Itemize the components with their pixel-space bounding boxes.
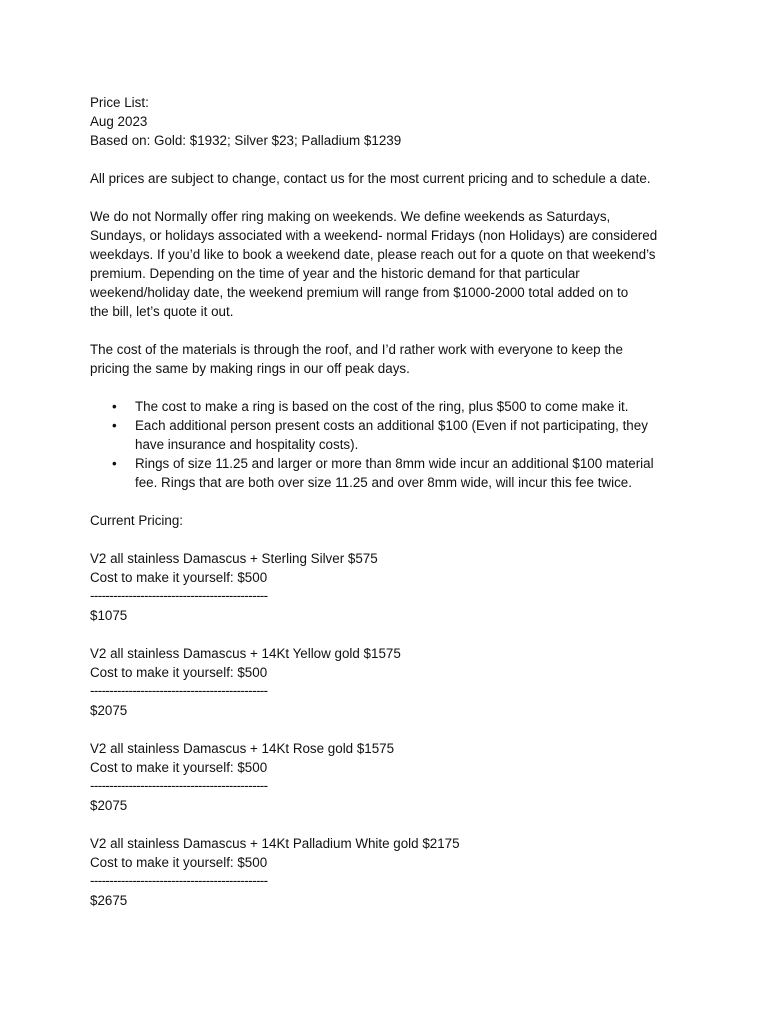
pricing-diy-cost: Cost to make it yourself: $500 xyxy=(90,855,268,870)
weekend-line: We do not Normally offer ring making on weekends. We define weekends as Saturdays, xyxy=(90,209,611,224)
pricing-item: V2 all stainless Damascus + 14Kt Yellow gold $1575 xyxy=(90,646,401,661)
pricing-entry-sterling-silver xyxy=(90,549,690,625)
materials-line: pricing the same by making rings in our off peak days. xyxy=(90,361,410,376)
pricing-entry-palladium-white-gold xyxy=(90,834,690,910)
header-date: Aug 2023 xyxy=(90,114,148,129)
pricing-entry-yellow-gold xyxy=(90,644,690,720)
header-title: Price List: xyxy=(90,95,149,110)
current-pricing-heading-block xyxy=(90,511,690,530)
pricing-total: $1075 xyxy=(90,608,128,623)
pricing-diy-cost: Cost to make it yourself: $500 xyxy=(90,760,268,775)
bullet-text: fee. Rings that are both over size 11.25 and over 8mm wide, will incur this fee twice. xyxy=(135,475,632,490)
bullet-item xyxy=(90,397,690,416)
current-pricing-heading: Current Pricing: xyxy=(90,513,184,528)
terms-bullet-list xyxy=(90,397,690,492)
weekend-line: weekend/holiday date, the weekend premium will range from $1000-2000 total added on to xyxy=(90,285,629,300)
bullet-icon: • xyxy=(112,399,117,414)
bullet-icon: • xyxy=(112,418,117,433)
weekend-line: weekdays. If you’d like to book a weekend date, please reach out for a quote on that weekend’s xyxy=(90,247,656,262)
header-block xyxy=(90,93,690,150)
pricing-item: V2 all stainless Damascus + 14Kt Rose gold $1575 xyxy=(90,741,395,756)
bullet-text: Each additional person present costs an additional $100 (Even if not participating, they xyxy=(135,418,648,433)
document-page xyxy=(90,93,690,929)
bullet-text: The cost to make a ring is based on the cost of the ring, plus $500 to come make it. xyxy=(135,399,629,414)
bullet-text: Rings of size 11.25 and larger or more than 8mm wide incur an additional $100 material xyxy=(135,456,654,471)
pricing-item: V2 all stainless Damascus + Sterling Silver $575 xyxy=(90,551,378,566)
pricing-separator: ---------------------------------------------- xyxy=(90,873,268,888)
pricing-item: V2 all stainless Damascus + 14Kt Palladium White gold $2175 xyxy=(90,836,460,851)
weekend-line: the bill, let’s quote it out. xyxy=(90,304,234,319)
pricing-entry-rose-gold xyxy=(90,739,690,815)
pricing-diy-cost: Cost to make it yourself: $500 xyxy=(90,570,268,585)
header-basis: Based on: Gold: $1932; Silver $23; Palladium $1239 xyxy=(90,133,402,148)
weekend-line: premium. Depending on the time of year and the historic demand for that particular xyxy=(90,266,580,281)
notice-text: All prices are subject to change, contact us for the most current pricing and to schedule a date. xyxy=(90,171,651,186)
materials-paragraph xyxy=(90,340,690,378)
bullet-item xyxy=(90,416,690,454)
notice-block xyxy=(90,169,690,188)
pricing-separator: ---------------------------------------------- xyxy=(90,683,268,698)
pricing-total: $2675 xyxy=(90,893,128,908)
weekend-policy-paragraph xyxy=(90,207,690,321)
bullet-icon: • xyxy=(112,456,117,471)
pricing-total: $2075 xyxy=(90,703,128,718)
bullet-item xyxy=(90,454,690,492)
pricing-separator: ---------------------------------------------- xyxy=(90,778,268,793)
materials-line: The cost of the materials is through the roof, and I’d rather work with everyone to keep the xyxy=(90,342,623,357)
pricing-total: $2075 xyxy=(90,798,128,813)
pricing-separator: ---------------------------------------------- xyxy=(90,588,268,603)
bullet-text: have insurance and hospitality costs). xyxy=(135,437,359,452)
weekend-line: Sundays, or holidays associated with a weekend- normal Fridays (non Holidays) are considered xyxy=(90,228,658,243)
pricing-diy-cost: Cost to make it yourself: $500 xyxy=(90,665,268,680)
